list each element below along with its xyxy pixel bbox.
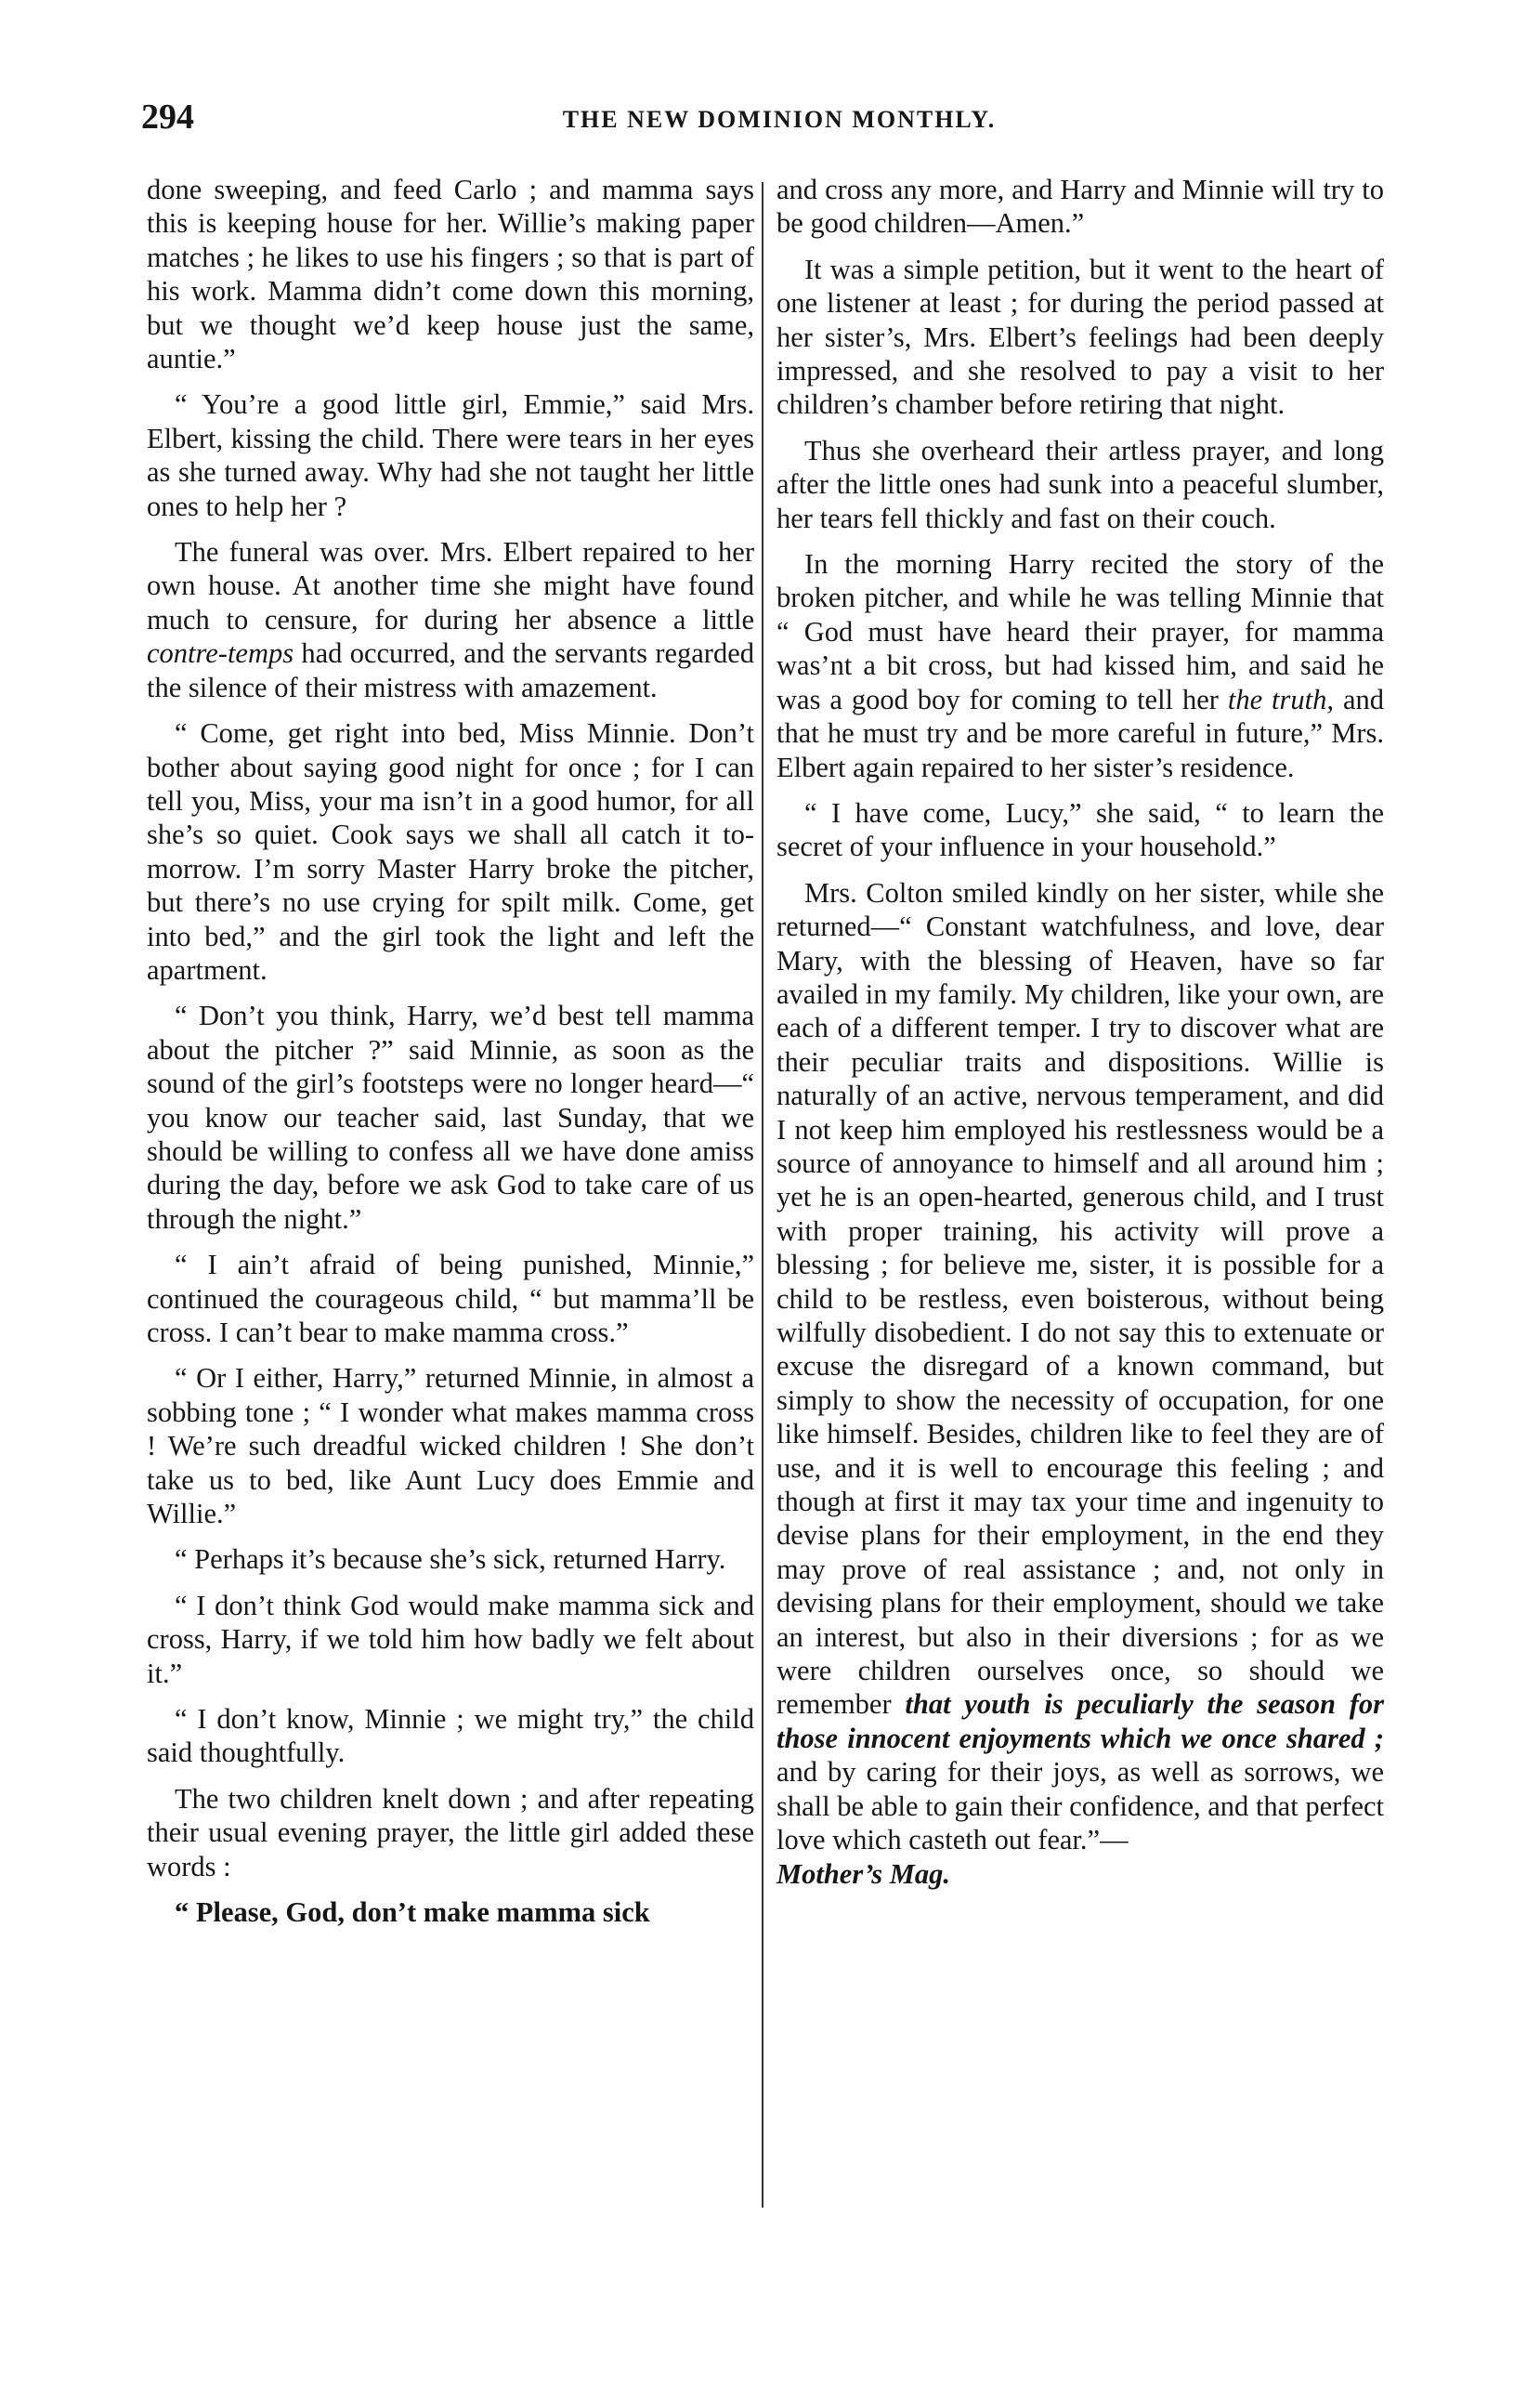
paragraph: “ I ain’t afraid of being punished, Minnie,” continued the courageous child, “ but mamma’ll be cross. I can’t bear to make mamma cross.” [147, 1249, 754, 1348]
left-column [147, 173, 754, 1942]
text-run: Mrs. Colton smiled kindly on her sister, while she returned—“ Constant watchfulness, and love, dear Mary, with the blessing of Heaven, have so far availed in my family. My children, like your own, are each of a different temper. I try to discover what are their peculiar traits and dispositions. Willie is naturally of an active, nervous temperament, and did I not keep him employed his restlessness would be a source of annoyance to himself and all around him ; yet he is an open-hearted, generous child, and I trust with proper training, his activity will prove a blessing ; for believe me, sister, it is possible for a child to be restless, even boisterous, without being wilfully disobedient. I do not say this to extenuate or excuse the disregard of a known command, but simply to show the necessity of occupation, for one like himself. Besides, children like to feel they are of use, and it is well to encourage this feeling ; and though at first it may tax your time and ingenuity to devise plans for their employment, in the end they may prove of real assistance ; and, not only in devising plans for their employment, should we take an interest, but also in their diversions ; for as we were children ourselves once, so should we remember [777, 876, 1384, 1721]
text-run: The funeral was over. Mrs. Elbert repaired to her own house. At another time she might have found much to censure, for during her absence a little [147, 536, 754, 636]
paragraph: The two children knelt down ; and after repeating their usual evening prayer, the little girl added these words : [147, 1782, 754, 1882]
paragraph: Thus she overheard their artless prayer, and long after the little ones had sunk into a peaceful slumber, her tears fell thickly and fast on their couch. [777, 434, 1384, 534]
running-title: THE NEW DOMINION MONTHLY. [562, 106, 997, 133]
paragraph: It was a simple petition, but it went to the heart of one listener at least ; for during the period passed at her sister’s, Mrs. Elbert’s feelings had been deeply impressed, and she resolved to pay a visit to her children’s chamber before retiring that night. [777, 253, 1384, 421]
prayer-line: “ Please, God, don’t make mamma sick [175, 1896, 650, 1929]
right-column [777, 173, 1384, 1903]
italic-run: that youth is peculiarly the season for those innocent enjoyments which we once shared ; [777, 1688, 1385, 1754]
attribution: Mother’s Mag. [777, 1857, 950, 1890]
paragraph: “ Or I either, Harry,” returned Minnie, in almost a sobbing tone ; “ I wonder what makes mamma cross ! We’re such dreadful wicked children ! She don’t take us to bed, like Aunt Lucy does Emmie and Willie.” [147, 1362, 754, 1530]
paragraph: “ Perhaps it’s because she’s sick, returned Harry. [175, 1543, 726, 1576]
paragraph: and cross any more, and Harry and Minnie will try to be good children—Amen.” [777, 174, 1384, 240]
paragraph [777, 876, 1384, 1891]
italic-run: contre-temps [147, 637, 294, 670]
italic-run: the truth, [1227, 683, 1335, 715]
text-run: and that he must try and be more careful in future,” Mrs. Elbert again repaired to her sister’s residence. [777, 683, 1384, 783]
paragraph [147, 535, 754, 704]
paragraph: “ I don’t think God would make mamma sick and cross, Harry, if we told him how badly we felt about it.” [147, 1589, 754, 1689]
paragraph: “ I don’t know, Minnie ; we might try,” the child said thoughtfully. [147, 1703, 754, 1769]
paragraph: “ You’re a good little girl, Emmie,” said Mrs. Elbert, kissing the child. There were tears in her eyes as she turned away. Why had she not taught her little ones to help her ? [147, 388, 754, 522]
running-header [130, 97, 1429, 152]
column-divider [762, 182, 763, 2208]
text-run: had occurred, and the servants regarded the silence of their mistress with amazement. [147, 637, 754, 703]
text-run: In the morning Harry recited the story of the broken pitcher, and while he was telling Minnie that “ God must have heard their prayer, for mamma was’nt a bit cross, but had kissed him, and said he was a good boy for coming to tell her [777, 548, 1384, 715]
paragraph: “ Don’t you think, Harry, we’d best tell mamma about the pitcher ?” said Minnie, as soon as the sound of the girl’s footsteps were no longer heard—“ you know our teacher said, last Sunday, that we should be willing to confess all we have done amiss during the day, before we ask God to take care of us through the night.” [147, 1000, 754, 1235]
paragraph: “ Come, get right into bed, Miss Minnie. Don’t bother about saying good night for once ; for I can tell you, Miss, your ma isn’t in a good humor, for all she’s so quiet. Cook says we shall all catch it to-morrow. I’m sorry Master Harry broke the pitcher, but there’s no use crying for spilt milk. Come, get into bed,” and the girl took the light and left the apartment. [147, 717, 754, 986]
paragraph: “ I have come, Lucy,” she said, “ to learn the secret of your influence in your household.” [777, 796, 1384, 863]
paragraph: done sweeping, and feed Carlo ; and mamma says this is keeping house for her. Willie’s making paper matches ; he likes to use his fingers ; so that is part of his work. Mamma didn’t come down this morning, but we thought we’d keep house just the same, auntie.” [147, 174, 754, 375]
text-run: and by caring for their joys, as well as sorrows, we shall be able to gain their confidence, and that perfect love which casteth out fear.”— [777, 1756, 1384, 1856]
page-number: 294 [141, 98, 194, 137]
paragraph [777, 547, 1384, 784]
